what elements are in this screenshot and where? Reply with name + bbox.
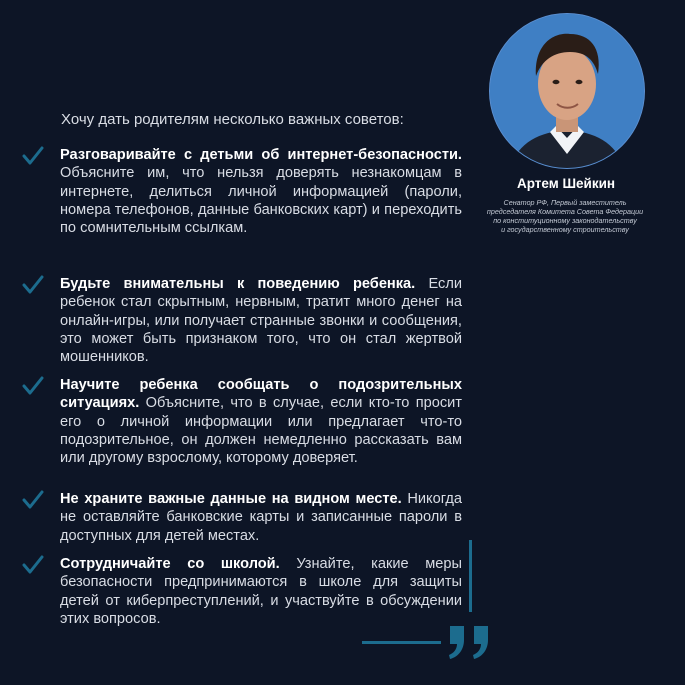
tip-title: Не храните важные данные на видном месте.	[60, 491, 402, 507]
tip-title: Сотрудничайте со школой.	[60, 556, 280, 572]
role-line: и государственному строительству	[501, 225, 629, 234]
role-line: Сенатор РФ, Первый заместитель	[503, 198, 627, 207]
avatar	[489, 13, 645, 169]
tip-text: Узнайте, какие меры безопасности предпринимаются в школе для защиты детей от киберпреступлений, и участвуйте в обсуждении этих вопросов.	[60, 556, 462, 627]
check-icon	[22, 490, 44, 510]
tip-text: Объясните, что в случае, если кто-то просит его о личной информации или предлагает что-то подозрительное, он должен немедленно рассказать вам или другому взрослому, которому доверяет.	[60, 395, 462, 467]
intro-text: Хочу дать родителям несколько важных советов:	[61, 111, 404, 128]
quote-icon	[446, 622, 496, 662]
tip-item	[22, 275, 462, 366]
role-line: по конституционному законодательству	[493, 216, 637, 225]
tip-title: Научите ребенка сообщать о подозрительных ситуациях.	[60, 377, 462, 412]
person-role	[470, 198, 660, 234]
check-icon	[22, 376, 44, 396]
check-icon	[22, 275, 44, 295]
check-icon	[22, 146, 44, 166]
person-name: Артем Шейкин	[516, 176, 616, 191]
portrait-illustration	[490, 14, 644, 168]
tip-text: Если ребенок стал скрытным, нервным, тратит много денег на онлайн-игры, или получает странные звонки и сообщения, это может быть признаком того, что он стал жертвой мошенников.	[60, 276, 463, 366]
tip-title: Разговаривайте с детьми об интернет-безопасности.	[60, 147, 462, 163]
decorative-horizontal-line	[362, 641, 441, 644]
tip-item	[22, 490, 462, 545]
tip-item	[22, 555, 462, 628]
tip-title: Будьте внимательны к поведению ребенка.	[60, 276, 416, 292]
tip-item	[22, 146, 462, 237]
tip-item	[22, 376, 462, 467]
tip-text: Объясните им, что нельзя доверять незнакомцам в интернете, делиться личной информацией (пароли, номера телефонов, данные банковских карт) и переходить по сомнительным ссылкам.	[60, 165, 462, 237]
role-line: председателя Комитета Совета Федерации	[486, 207, 644, 216]
check-icon	[22, 555, 44, 575]
tip-text: Никогда не оставляйте банковские карты и записанные пароли в доступных для детей местах.	[60, 491, 462, 544]
decorative-vertical-line	[469, 540, 472, 612]
